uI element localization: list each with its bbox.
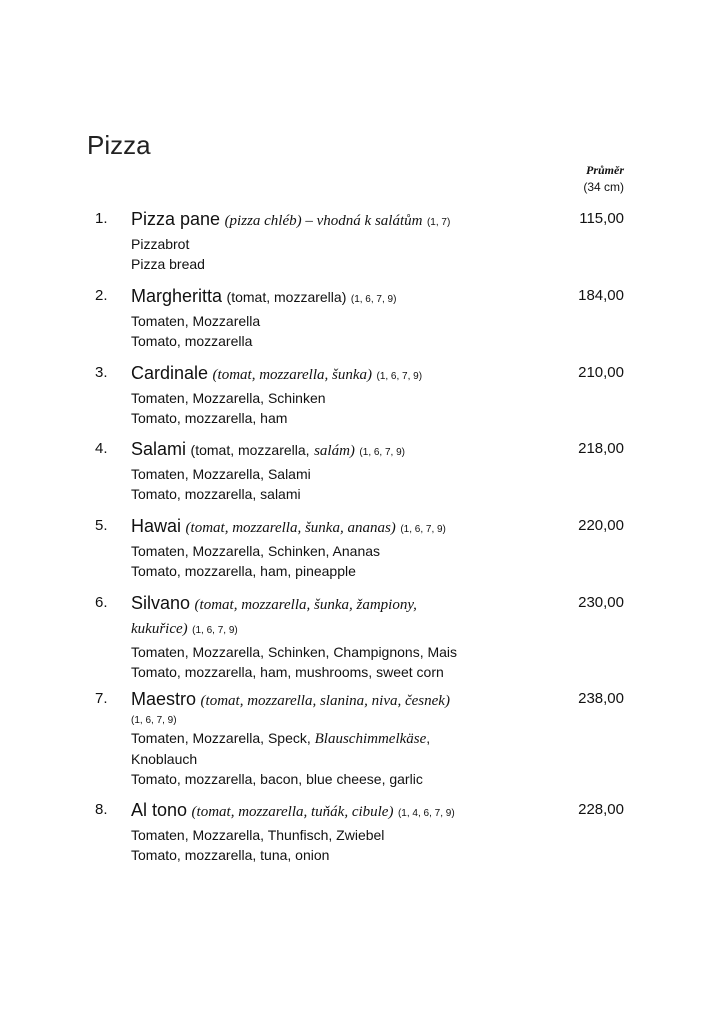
item-german: Tomaten, Mozzarella, Schinken, Ananas — [131, 543, 381, 559]
item-english: Tomato, mozzarella — [131, 333, 253, 349]
item-number: 7. — [95, 690, 108, 707]
item-price: 184,00 — [578, 287, 624, 304]
diameter-column-header — [583, 163, 624, 194]
item-description: (tomat, mozzarella) — [226, 289, 347, 305]
item-allergens: (1, 6, 7, 9) — [400, 524, 446, 535]
item-german-cont: Knoblauch — [131, 751, 198, 767]
item-german: Tomaten, Mozzarella, Thunfisch, Zwiebel — [131, 827, 385, 843]
item-english: Tomato, mozzarella, ham — [131, 410, 288, 426]
item-number: 6. — [95, 594, 108, 611]
item-description-cont: kukuřice) — [131, 621, 188, 637]
item-price: 228,00 — [578, 801, 624, 818]
item-german-text: Tomaten, Mozzarella, Speck, — [131, 730, 311, 746]
item-german: Tomaten, Mozzarella, Salami — [131, 466, 311, 482]
item-description: (pizza chléb) – vhodná k salátům — [224, 213, 423, 229]
item-name: Cardinale — [131, 363, 209, 383]
item-allergens: (1, 6, 7, 9) — [131, 715, 177, 726]
item-english: Tomato, mozzarella, ham, mushrooms, sweet corn — [131, 664, 444, 680]
item-german: Tomaten, Mozzarella — [131, 313, 261, 329]
item-description: (tomat, mozzarella, šunka, ananas) — [185, 520, 396, 536]
item-name: Pizza pane — [131, 209, 221, 229]
item-name: Salami — [131, 439, 187, 459]
item-price: 220,00 — [578, 517, 624, 534]
item-german-end: , — [426, 730, 431, 746]
item-english: Tomato, mozzarella, bacon, blue cheese, garlic — [131, 771, 423, 787]
item-price: 230,00 — [578, 594, 624, 611]
item-allergens: (1, 6, 7, 9) — [376, 371, 423, 382]
item-price: 210,00 — [578, 364, 624, 381]
item-english: Pizza bread — [131, 256, 205, 272]
item-german: Tomaten, Mozzarella, Schinken — [131, 390, 326, 406]
item-name: Silvano — [131, 593, 191, 613]
item-description: (tomat, mozzarella, šunka) — [212, 367, 372, 383]
item-description: (tomat, mozzarella, šunka, žampiony, — [194, 597, 417, 613]
item-name: Maestro — [131, 689, 197, 709]
item-german: Tomaten, Mozzarella, Schinken, Champignons, Mais — [131, 644, 458, 660]
item-number: 2. — [95, 287, 108, 304]
item-english: Tomato, mozzarella, tuna, onion — [131, 847, 330, 863]
item-description: (tomat, mozzarella, tuňák, cibule) — [191, 804, 394, 820]
item-name: Hawai — [131, 516, 182, 536]
item-allergens: (1, 6, 7, 9) — [350, 294, 397, 305]
item-price: 238,00 — [578, 690, 624, 707]
item-allergens: (1, 4, 6, 7, 9) — [397, 808, 455, 819]
item-german: Pizzabrot — [131, 236, 190, 252]
page-title: Pizza — [87, 130, 151, 160]
item-price: 115,00 — [579, 210, 624, 227]
item-name: Al tono — [131, 800, 188, 820]
item-english: Tomato, mozzarella, ham, pineapple — [131, 563, 356, 579]
item-german-italic: Blauschimmelkäse — [314, 731, 427, 747]
item-number: 8. — [95, 801, 108, 818]
item-description: (tomat, mozzarella, slanina, niva, česnek) — [200, 693, 450, 709]
item-english: Tomato, mozzarella, salami — [131, 486, 301, 502]
item-german — [131, 728, 531, 749]
size-label: (34 cm) — [583, 180, 624, 194]
item-allergens: (1, 6, 7, 9) — [359, 447, 405, 458]
item-description-italic: salám) — [314, 443, 355, 459]
item-number: 3. — [95, 364, 108, 381]
item-description: (tomat, mozzarella, — [190, 442, 310, 458]
item-price: 218,00 — [578, 440, 624, 457]
item-number: 1. — [95, 210, 108, 227]
item-number: 4. — [95, 440, 108, 457]
item-number: 5. — [95, 517, 108, 534]
item-allergens: (1, 6, 7, 9) — [192, 625, 238, 636]
diameter-label: Průměr — [585, 163, 624, 177]
item-allergens: (1, 7) — [426, 217, 451, 228]
item-name: Margheritta — [131, 286, 223, 306]
